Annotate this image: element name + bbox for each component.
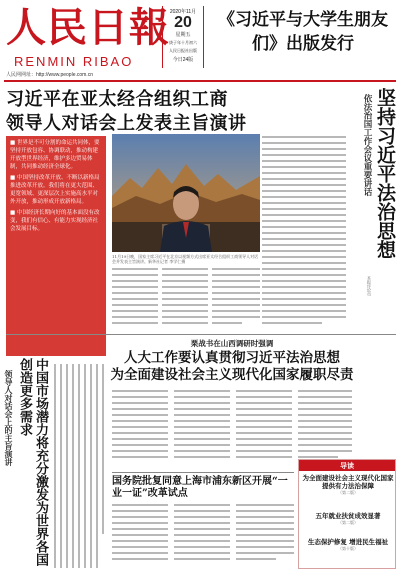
date-year-month: 2020年11月 (169, 9, 197, 15)
text-lines-graphic (112, 502, 294, 568)
lead-body-column-right (262, 134, 346, 332)
text-lines-graphic (262, 134, 346, 332)
guide-item-page: （第二版） (338, 490, 358, 495)
lead-highlights-box (6, 136, 106, 356)
lead-headline-line2: 领导人对话会上发表主旨演讲 (6, 113, 247, 134)
lead-photo[interactable] (112, 134, 260, 252)
date-day: 20 (174, 14, 192, 31)
left-story-body (52, 364, 106, 568)
commentary-headline: 坚持习近平法治思想 (374, 88, 396, 259)
guide-item[interactable] (301, 538, 395, 551)
left-story-headline: 中国市场潜力将充分激发为世界各国创造更多需求 (17, 358, 48, 566)
guide-item[interactable] (301, 474, 395, 495)
highlight-paragraph: ■ 中国坚持改革开放、不断以新格局推进改革开放。我们将在更大范围、更宽领域、更深层次上实施高水平对外开放，推动形成开放新格局。 (10, 175, 100, 205)
guide-item-page: （第十版） (338, 546, 358, 551)
text-lines-graphic (52, 364, 106, 568)
commentary-feature[interactable] (350, 88, 396, 334)
masthead-website: 人民网网址：http://www.people.com.cn (6, 72, 93, 78)
date-weekday: 星期五 (175, 32, 191, 38)
guide-item-headline: 生态保护修复 增进民生福祉 (307, 538, 389, 546)
guide-title: 导读 (299, 460, 395, 471)
middle-story-kicker: 栗战书在山西调研时强调 (190, 339, 274, 348)
commentary-subtitle: 依法治国工作会议重要讲话 (362, 94, 372, 196)
guide-item-headline: 五年就业扶贫成效显著 (315, 512, 381, 520)
page-count: 今日24版 (172, 57, 194, 63)
section-divider (112, 472, 294, 473)
middle-headline-line1: 人大工作要认真贯彻习近平法治思想 (124, 350, 340, 366)
middle-story-body (112, 388, 352, 470)
guide-box (298, 459, 396, 569)
section-divider (6, 334, 396, 335)
bottom-story-headline[interactable]: 国务院批复同意上海市浦东新区开展“一业一证”改革试点 (112, 476, 288, 499)
top-announcement-title[interactable]: 《习近平与大学生朋友们》出版发行 (218, 10, 388, 54)
lead-photo-illustration (112, 134, 260, 252)
masthead-divider (4, 80, 396, 82)
text-lines-graphic (112, 388, 352, 470)
masthead-logo: 人民日報 (6, 4, 170, 51)
lead-body-column-bottom (112, 266, 260, 332)
guide-item[interactable] (301, 512, 395, 525)
commentary-byline: 本报评论员 (367, 276, 372, 296)
text-lines-graphic (112, 266, 260, 332)
guide-item-page: （第二版） (338, 520, 358, 525)
guide-item-headline: 为全面建设社会主义现代化国家提供有力法治保障 (302, 474, 394, 490)
lead-headline-line1: 习近平在亚太经合组织工商 (6, 89, 228, 110)
left-vertical-story[interactable] (4, 358, 48, 568)
date-box (162, 6, 204, 68)
lead-photo-caption: 11月19日晚，国家主席习近平在北京以视频方式出席亚太经合组织工商领导人对话会并发表主旨演讲。新华社记者 李学仁摄 (112, 254, 259, 264)
left-story-subtitle: 领导人对话会上的主旨演讲 (4, 370, 14, 466)
middle-story-headline[interactable] (104, 350, 360, 384)
lead-headline[interactable] (6, 88, 346, 136)
top-announcement-body (208, 60, 398, 78)
date-lunar: 庚子年十月初六 (169, 40, 197, 45)
issue-publisher: 人民日报社出版 (169, 48, 197, 53)
middle-headline-line2: 为全面建设社会主义现代化国家履职尽责 (110, 367, 354, 383)
highlight-paragraph: ■ 中国经济长期向好的基本面没有改变，我们有信心、有能力实现经济社会发展目标。 (10, 210, 100, 232)
bottom-story-body (112, 502, 294, 568)
masthead-english-title: RENMIN RIBAO (14, 54, 134, 69)
highlight-paragraph: ■ 世界是不可分割的命运共同体，要坚持开放包容、协调联动，推动构建开放型世界经济，维护多边贸易体制，共同推动经济全球化。 (10, 140, 100, 170)
